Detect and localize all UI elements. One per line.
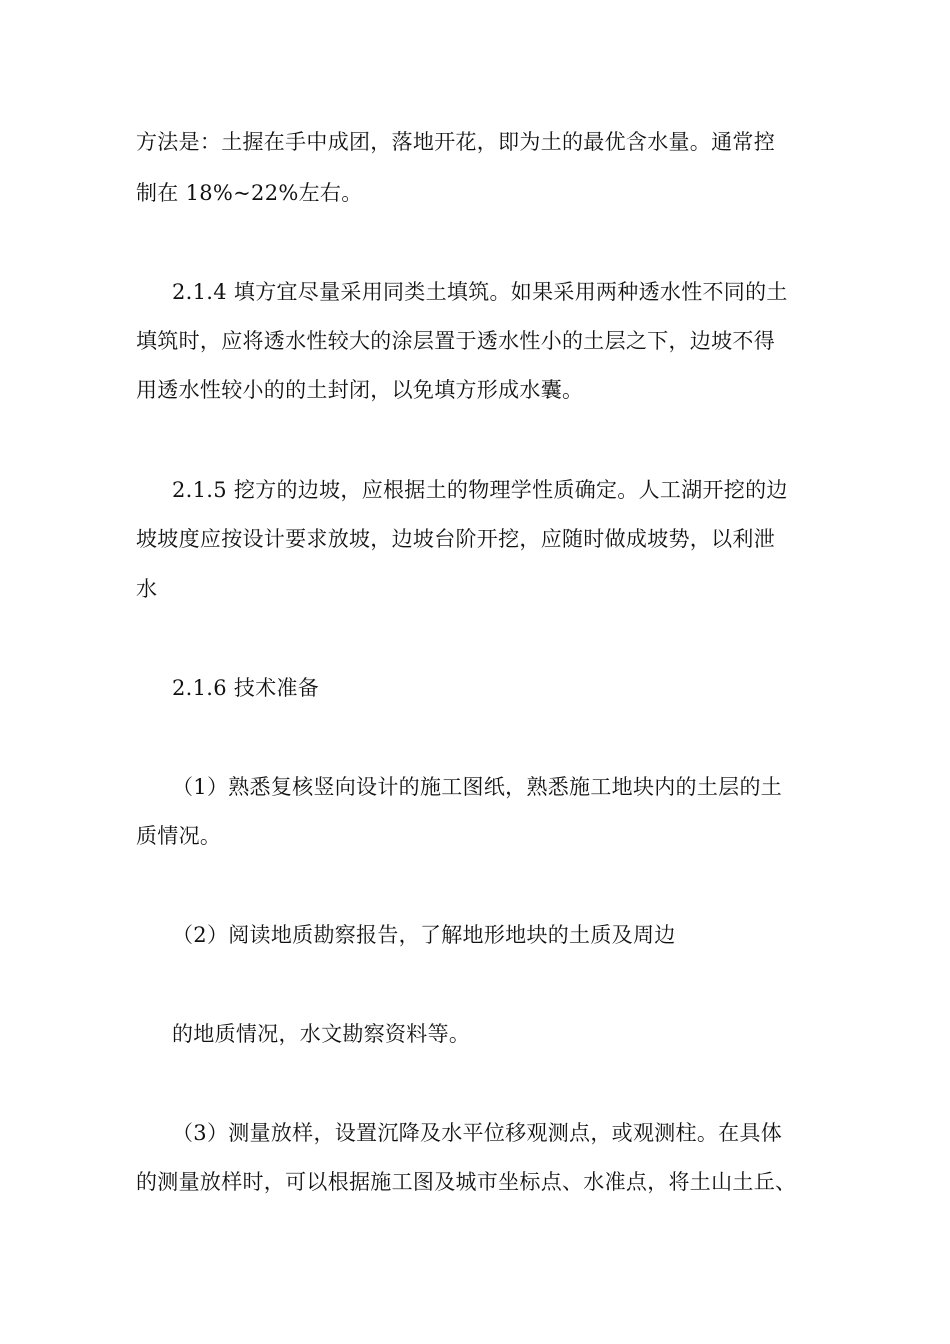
paragraph-6-line-1: （2）阅读地质勘察报告，了解地形地块的土质及周边 xyxy=(172,923,676,947)
paragraph-3-line-3: 水 xyxy=(136,577,158,601)
paragraph-8-line-1: （3）测量放样，设置沉降及水平位移观测点，或观测柱。在具体 xyxy=(172,1121,783,1145)
paragraph-2-line-3: 用透水性较小的的土封闭，以免填方形成水囊。 xyxy=(136,378,584,402)
paragraph-7-line-1: 的地质情况，水文勘察资料等。 xyxy=(172,1022,471,1046)
paragraph-1-line-1: 方法是：土握在手中成团，落地开花，即为土的最优含水量。通常控 xyxy=(136,130,775,154)
paragraph-5-line-1: （1）熟悉复核竖向设计的施工图纸，熟悉施工地块内的土层的土 xyxy=(172,775,783,799)
paragraph-3-line-2: 坡坡度应按设计要求放坡，边坡台阶开挖，应随时做成坡势，以利泄 xyxy=(136,527,775,551)
paragraph-3-line-1: 2.1.5 挖方的边坡，应根据土的物理学性质确定。人工湖开挖的边 xyxy=(172,478,788,502)
paragraph-8-line-2: 的测量放样时，可以根据施工图及城市坐标点、水准点，将土山土丘、 xyxy=(136,1170,797,1194)
paragraph-5-line-2: 质情况。 xyxy=(136,824,222,848)
paragraph-1-line-2: 制在 18%~22%左右。 xyxy=(136,181,363,205)
paragraph-2-line-2: 填筑时，应将透水性较大的涂层置于透水性小的土层之下，边坡不得 xyxy=(136,329,775,353)
paragraph-2-line-1: 2.1.4 填方宜尽量采用同类土填筑。如果采用两种透水性不同的土 xyxy=(172,280,788,304)
section-heading-2-1-6: 2.1.6 技术准备 xyxy=(172,676,320,700)
